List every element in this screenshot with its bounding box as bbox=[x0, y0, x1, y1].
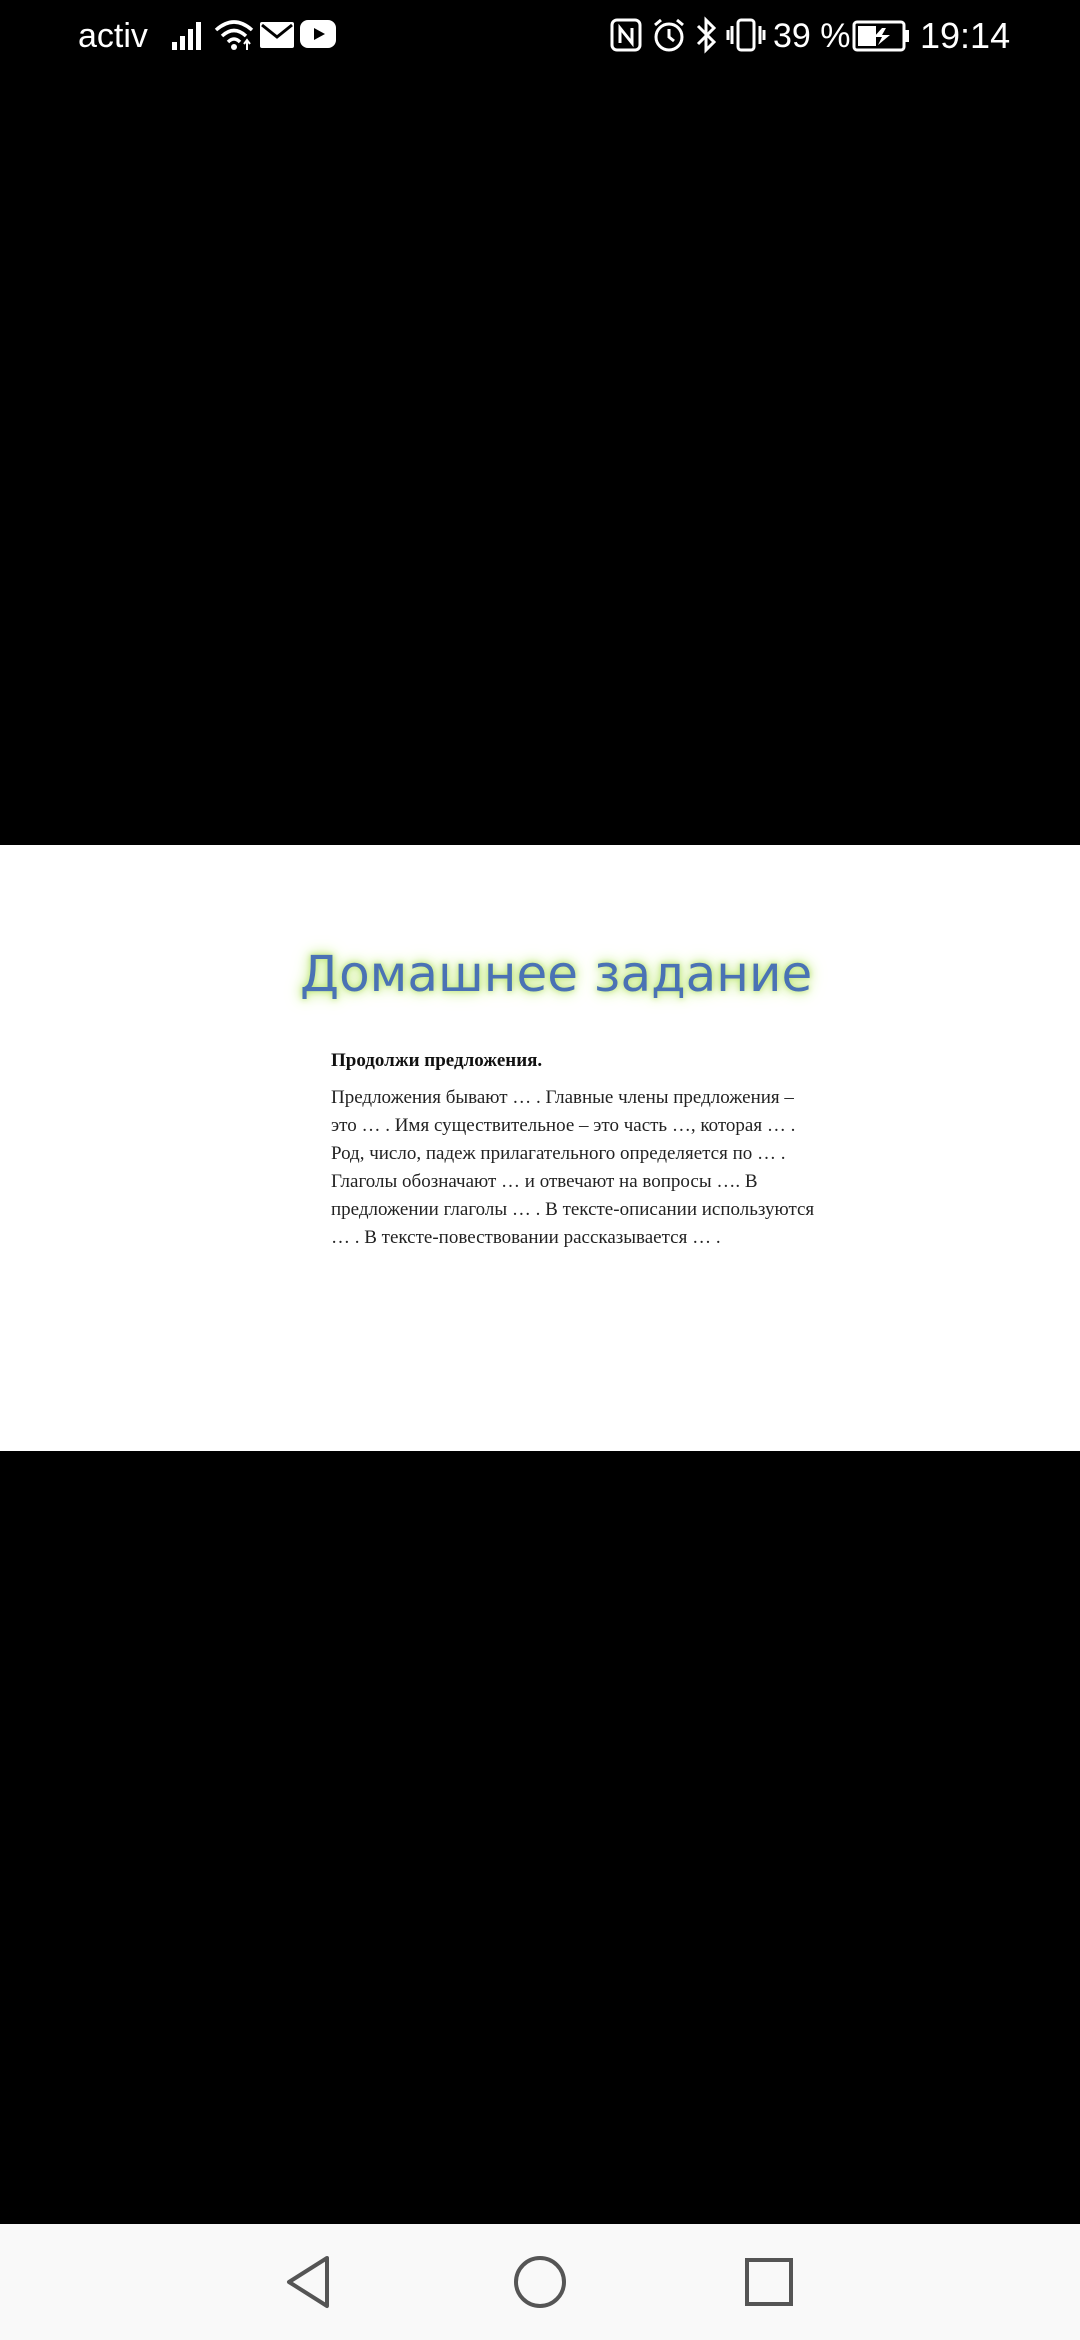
alarm-icon bbox=[652, 17, 686, 53]
carrier-name: activ bbox=[78, 17, 148, 55]
back-button[interactable] bbox=[264, 2240, 354, 2324]
slide-view[interactable] bbox=[0, 845, 1080, 1451]
slide-body-line: Глаголы обозначают … и отвечают на вопросы …. В bbox=[331, 1171, 758, 1192]
slide-body-line: Предложения бывают … . Главные члены предложения – bbox=[331, 1087, 794, 1108]
battery-percentage: 39 % bbox=[773, 17, 851, 55]
navigation-bar bbox=[0, 2224, 1080, 2340]
nfc-icon bbox=[610, 18, 642, 52]
vibrate-icon bbox=[726, 18, 766, 52]
back-triangle-icon bbox=[283, 2254, 335, 2310]
slide-body-text bbox=[331, 1084, 851, 1252]
status-bar bbox=[0, 0, 1080, 72]
battery-charging-icon bbox=[852, 20, 910, 52]
slide-body-line: … . В тексте-повествовании рассказывается … . bbox=[331, 1227, 721, 1248]
clock: 19:14 bbox=[920, 15, 1011, 56]
slide-body-line: это … . Имя существительное – это часть …, которая … . bbox=[331, 1115, 796, 1136]
signal-icon bbox=[170, 20, 204, 52]
recents-square-icon bbox=[743, 2256, 795, 2308]
slide-body-line: Род, число, падеж прилагательного определяется по … . bbox=[331, 1143, 786, 1164]
mail-icon bbox=[260, 22, 294, 48]
slide-title: Домашнее задание bbox=[300, 945, 813, 1003]
recents-button[interactable] bbox=[724, 2240, 814, 2324]
youtube-icon bbox=[300, 20, 336, 48]
slide-body-line: предложении глаголы … . В тексте-описании используются bbox=[331, 1199, 815, 1220]
home-button[interactable] bbox=[495, 2240, 585, 2324]
bluetooth-icon bbox=[694, 16, 718, 54]
slide-heading: Продолжи предложения. bbox=[331, 1050, 543, 1071]
wifi-icon bbox=[214, 18, 254, 54]
home-circle-icon bbox=[512, 2254, 568, 2310]
